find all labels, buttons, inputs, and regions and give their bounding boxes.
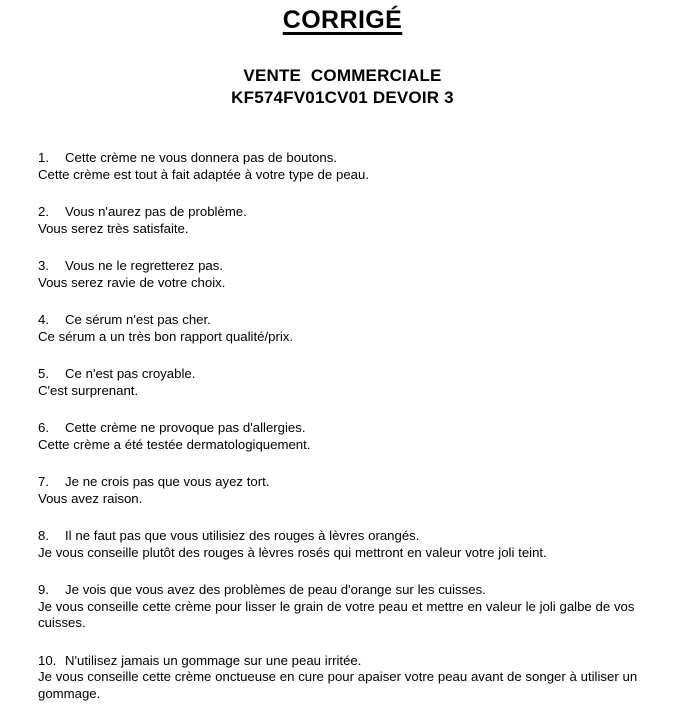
list-item bbox=[38, 312, 671, 345]
exercise-number: 9. bbox=[38, 582, 49, 597]
subtitle-block bbox=[0, 35, 685, 110]
exercise-number: 3. bbox=[38, 258, 49, 273]
exercise-answer-line: Cette crème est tout à fait adaptée à votre type de peau. bbox=[38, 166, 369, 182]
exercise-prompt-text: N'utilisez jamais un gommage sur une peau irritée. bbox=[65, 652, 362, 668]
exercise-prompt-text: Cette crème ne provoque pas d'allergies. bbox=[65, 420, 306, 435]
subtitle-course-code: KF574FV01CV01 DEVOIR 3 bbox=[231, 87, 454, 107]
subtitle-course-name: VENTE COMMERCIALE bbox=[243, 65, 442, 85]
exercise-number: 10. bbox=[38, 652, 57, 668]
list-item bbox=[38, 653, 671, 703]
exercise-prompt-line bbox=[38, 474, 671, 491]
exercise-answer-line: C'est surprenant. bbox=[38, 382, 139, 398]
exercise-prompt-text: Ce sérum n'est pas cher. bbox=[65, 312, 211, 327]
exercise-number: 5. bbox=[38, 366, 49, 381]
exercise-prompt-line bbox=[38, 582, 671, 599]
exercise-answer-line: Ce sérum a un très bon rapport qualité/prix. bbox=[38, 328, 294, 344]
exercise-number: 2. bbox=[38, 204, 49, 219]
exercise-prompt-text: Vous ne le regretterez pas. bbox=[65, 258, 224, 273]
exercise-number: 8. bbox=[38, 528, 49, 543]
exercise-prompt-line bbox=[38, 150, 671, 167]
exercise-prompt-text: Vous n'aurez pas de problème. bbox=[65, 204, 247, 219]
exercise-prompt-text: Cette crème ne vous donnera pas de boutons. bbox=[65, 150, 337, 165]
exercise-list bbox=[38, 150, 671, 723]
exercise-answer-line: Je vous conseille plutôt des rouges à lèvres rosés qui mettront en valeur votre joli teint. bbox=[38, 544, 547, 560]
exercise-answer-line: Vous serez très satisfaite. bbox=[38, 220, 189, 236]
exercise-prompt-line bbox=[38, 312, 671, 329]
page-title-text: CORRIGÉ bbox=[282, 6, 403, 34]
list-item bbox=[38, 150, 671, 183]
exercise-number: 7. bbox=[38, 474, 49, 489]
page-title bbox=[0, 0, 685, 35]
exercise-prompt-line bbox=[38, 258, 671, 275]
exercise-answer-line: Vous serez ravie de votre choix. bbox=[38, 274, 226, 290]
list-item bbox=[38, 474, 671, 507]
list-item bbox=[38, 528, 671, 561]
list-item bbox=[38, 366, 671, 399]
exercise-prompt-line bbox=[38, 204, 671, 221]
exercise-answer-line: Cette crème a été testée dermatologiquement. bbox=[38, 436, 311, 452]
exercise-answer-line: Je vous conseille cette crème pour lisser le grain de votre peau et mettre en valeur le joli galbe de vos cuisses. bbox=[38, 598, 639, 630]
exercise-prompt-line bbox=[38, 366, 671, 383]
exercise-prompt-text: Je vois que vous avez des problèmes de peau d'orange sur les cuisses. bbox=[65, 582, 486, 597]
exercise-number: 1. bbox=[38, 150, 49, 165]
list-item bbox=[38, 582, 671, 632]
exercise-prompt-line bbox=[38, 528, 671, 545]
list-item bbox=[38, 204, 671, 237]
list-item bbox=[38, 258, 671, 291]
exercise-number: 6. bbox=[38, 420, 49, 435]
exercise-number: 4. bbox=[38, 312, 49, 327]
exercise-prompt-text: Je ne crois pas que vous ayez tort. bbox=[65, 474, 270, 489]
exercise-prompt-text: Il ne faut pas que vous utilisiez des rouges à lèvres orangés. bbox=[65, 528, 420, 543]
exercise-answer-line: Je vous conseille cette crème onctueuse en cure pour apaiser votre peau avant de songer à utiliser un gommage. bbox=[38, 669, 641, 701]
exercise-prompt-text: Ce n'est pas croyable. bbox=[65, 366, 196, 381]
exercise-answer-line: Vous avez raison. bbox=[38, 490, 143, 506]
list-item bbox=[38, 420, 671, 453]
exercise-prompt-line bbox=[38, 653, 671, 670]
exercise-prompt-line bbox=[38, 420, 671, 437]
